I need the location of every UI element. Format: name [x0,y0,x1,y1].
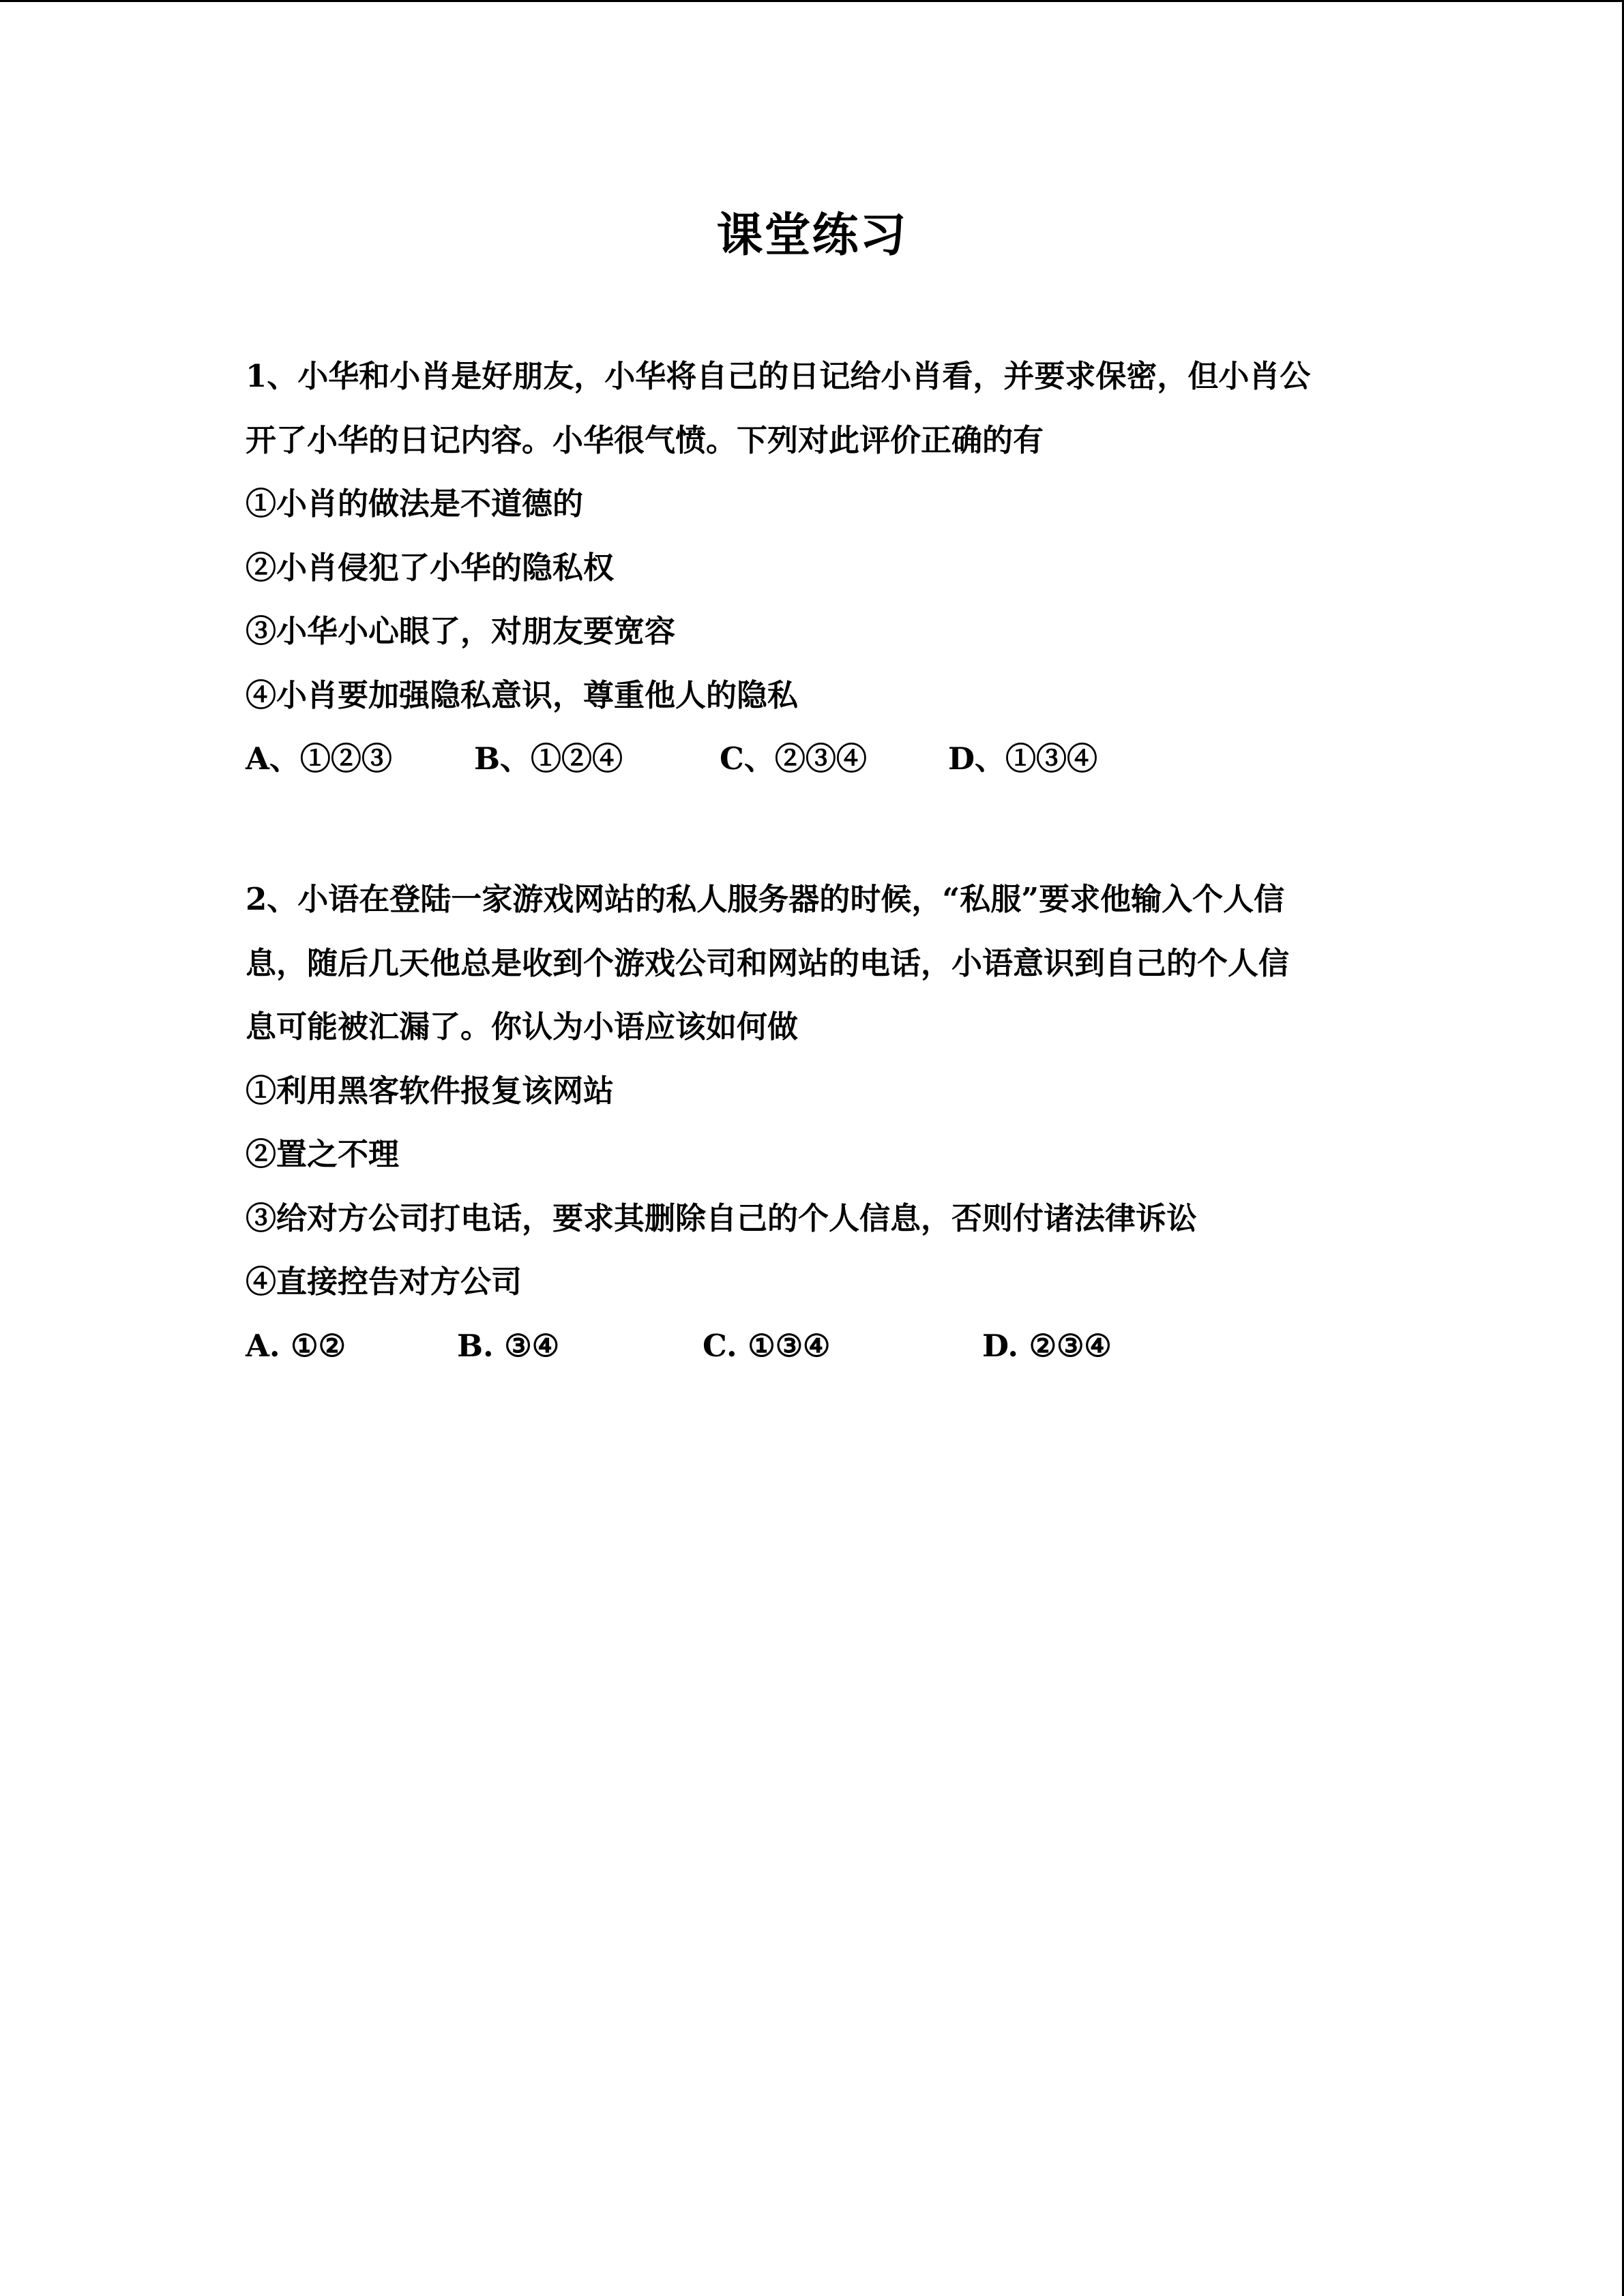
question-stem-line: 1、小华和小肖是好朋友，小华将自己的日记给小肖看，并要求保密，但小肖公 [246,358,1311,394]
page-border-top [0,0,1624,2]
statement-3: ③给对方公司打电话，要求其删除自己的个人信息，否则付诸法律诉讼 [246,1199,1198,1236]
option-d: D. ②③④ [982,1327,1112,1364]
statement-4: ④直接控告对方公司 [246,1264,522,1300]
statement-2: ②小肖侵犯了小华的隐私权 [246,549,615,586]
option-a: A. ①② [246,1327,346,1364]
question-stem-line: 息可能被汇漏了。你认为小语应该如何做 [246,1009,799,1045]
answer-options [246,727,1378,791]
option-a: A、①②③ [246,741,392,777]
option-b: B. ③④ [457,1327,560,1364]
statement-1: ①小肖的做法是不道德的 [246,486,584,522]
statement-2: ②置之不理 [246,1136,400,1172]
question-2 [246,867,1378,1377]
statement-1: ①利用黑客软件报复该网站 [246,1072,615,1109]
option-d: D、①③④ [948,741,1098,777]
question-stem-line: 开了小华的日记内容。小华很气愤。下列对此评价正确的有 [246,421,1044,458]
page-title: 课堂练习 [716,208,908,263]
option-c: C、②③④ [720,741,867,777]
option-c: C. ①③④ [703,1327,831,1364]
option-b: B、①②④ [474,741,623,777]
answer-options [246,1314,1378,1378]
question-1 [246,344,1378,791]
question-stem-line: 2、小语在登陆一家游戏网站的私人服务器的时候，“私服”要求他输入个人信 [246,881,1285,917]
statement-3: ③小华小心眼了，对朋友要宽容 [246,613,676,649]
question-stem-line: 息，随后几天他总是收到个游戏公司和网站的电话，小语意识到自己的个人信 [246,944,1290,981]
statement-4: ④小肖要加强隐私意识，尊重他人的隐私 [246,676,799,713]
